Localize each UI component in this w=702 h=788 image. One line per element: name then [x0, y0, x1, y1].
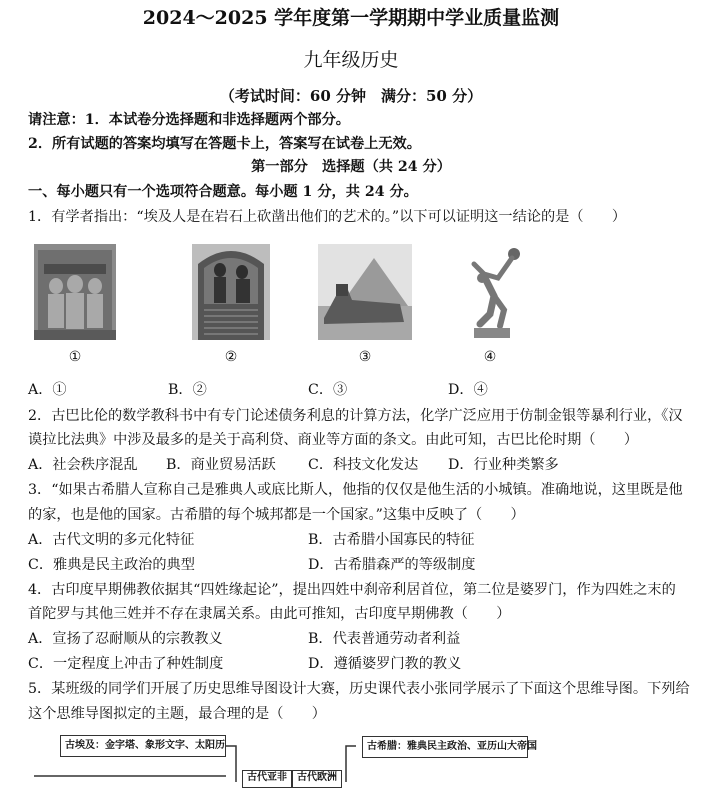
mindmap-egypt-box: 古埃及：金字塔、象形文字、太阳历: [60, 735, 226, 757]
section-instruction: 一、每小题只有一个选项符合题意。每小题 1 分，共 24 分。: [28, 184, 418, 200]
mindmap-greece-box: 古希腊：雅典民主政治、亚历山大帝国: [362, 736, 528, 758]
question-5-stem-line-2: 这个思维导图拟定的主题，最合理的是（ ）: [28, 706, 326, 722]
q4-option-b: B．代表普通劳动者利益: [308, 631, 461, 647]
q1-option-b: B．②: [168, 382, 207, 398]
image-label-4: ④: [483, 349, 497, 365]
question-4-stem-line-1: 4．古印度早期佛教依据其“四姓缘起论”，提出四姓中刹帝利居首位，第二位是婆罗门，作为四姓之末的: [28, 582, 676, 598]
q2-option-a: A．社会秩序混乱: [28, 457, 138, 473]
mindmap-center-box-1: 古代亚非: [242, 770, 292, 788]
question-3-stem-line-2: 的家，也是他的国家。古希腊的每个城邦都是一个国家。”这集中反映了（ ）: [28, 507, 525, 523]
rock-carving-image: [34, 244, 116, 340]
subject-title: 九年级历史: [303, 49, 399, 71]
q4-option-c: C．一定程度上冲击了种姓制度: [28, 656, 224, 672]
mindmap-connectors: [0, 730, 702, 782]
q4-option-a: A．宣扬了忍耐顺从的宗教教义: [28, 631, 223, 647]
image-label-3: ③: [358, 349, 372, 365]
q1-option-d: D．④: [448, 382, 488, 398]
exam-info: （考试时间：60 分钟 满分：50 分）: [219, 87, 483, 105]
q3-option-b: B．古希腊小国寡民的特征: [308, 532, 475, 548]
q3-option-a: A．古代文明的多元化特征: [28, 532, 195, 548]
question-2-stem-line-1: 2．古巴比伦的数学教科书中有专门论述债务利息的计算方法，化学广泛应用于仿制金银等暴利行业，《汉: [28, 408, 683, 424]
q1-option-a: A．①: [28, 382, 67, 398]
question-5-stem-line-1: 5．某班级的同学们开展了历史思维导图设计大赛，历史课代表小张同学展示了下面这个思维导图。下列给: [28, 681, 690, 697]
question-3-stem-line-1: 3．“如果古希腊人宣称自己是雅典人或底比斯人，他指的仅仅是他生活的小城镇。准确地说，这里既是他: [28, 482, 683, 498]
image-label-2: ②: [224, 349, 238, 365]
sphinx-pyramid-image: [318, 244, 412, 340]
notice-line-2: 2．所有试题的答案均填写在答题卡上，答案写在试卷上无效。: [28, 136, 421, 152]
mindmap-center-box-2: 古代欧洲: [292, 770, 342, 788]
q2-option-c: C．科技文化发达: [308, 457, 419, 473]
section-title: 第一部分 选择题（共 24 分）: [251, 159, 451, 175]
notice-line-1: 请注意：1．本试卷分选择题和非选择题两个部分。: [28, 112, 350, 128]
q1-option-c: C．③: [308, 382, 348, 398]
q4-option-d: D．遵循婆罗门教的教义: [308, 656, 462, 672]
q3-option-d: D．古希腊森严的等级制度: [308, 557, 476, 573]
exam-title: 2024～2025 学年度第一学期期中学业质量监测: [142, 7, 560, 29]
image-label-1: ①: [68, 349, 82, 365]
q3-option-c: C．雅典是民主政治的典型: [28, 557, 195, 573]
discus-thrower-image: [460, 244, 524, 340]
question-1-stem: 1．有学者指出：“埃及人是在岩石上砍凿出他们的艺术的。”以下可以证明这一结论的是（ ）: [28, 209, 627, 225]
question-2-stem-line-2: 谟拉比法典》中涉及最多的是关于高利贷、商业等方面的条文。由此可知，古巴比伦时期（ ）: [28, 432, 639, 448]
q2-option-d: D．行业种类繁多: [448, 457, 559, 473]
q2-option-b: B．商业贸易活跃: [166, 457, 276, 473]
question-4-stem-line-2: 首陀罗与其他三姓并不存在隶属关系。由此可推知，古印度早期佛教（ ）: [28, 606, 511, 622]
stele-relief-image: [192, 244, 270, 340]
